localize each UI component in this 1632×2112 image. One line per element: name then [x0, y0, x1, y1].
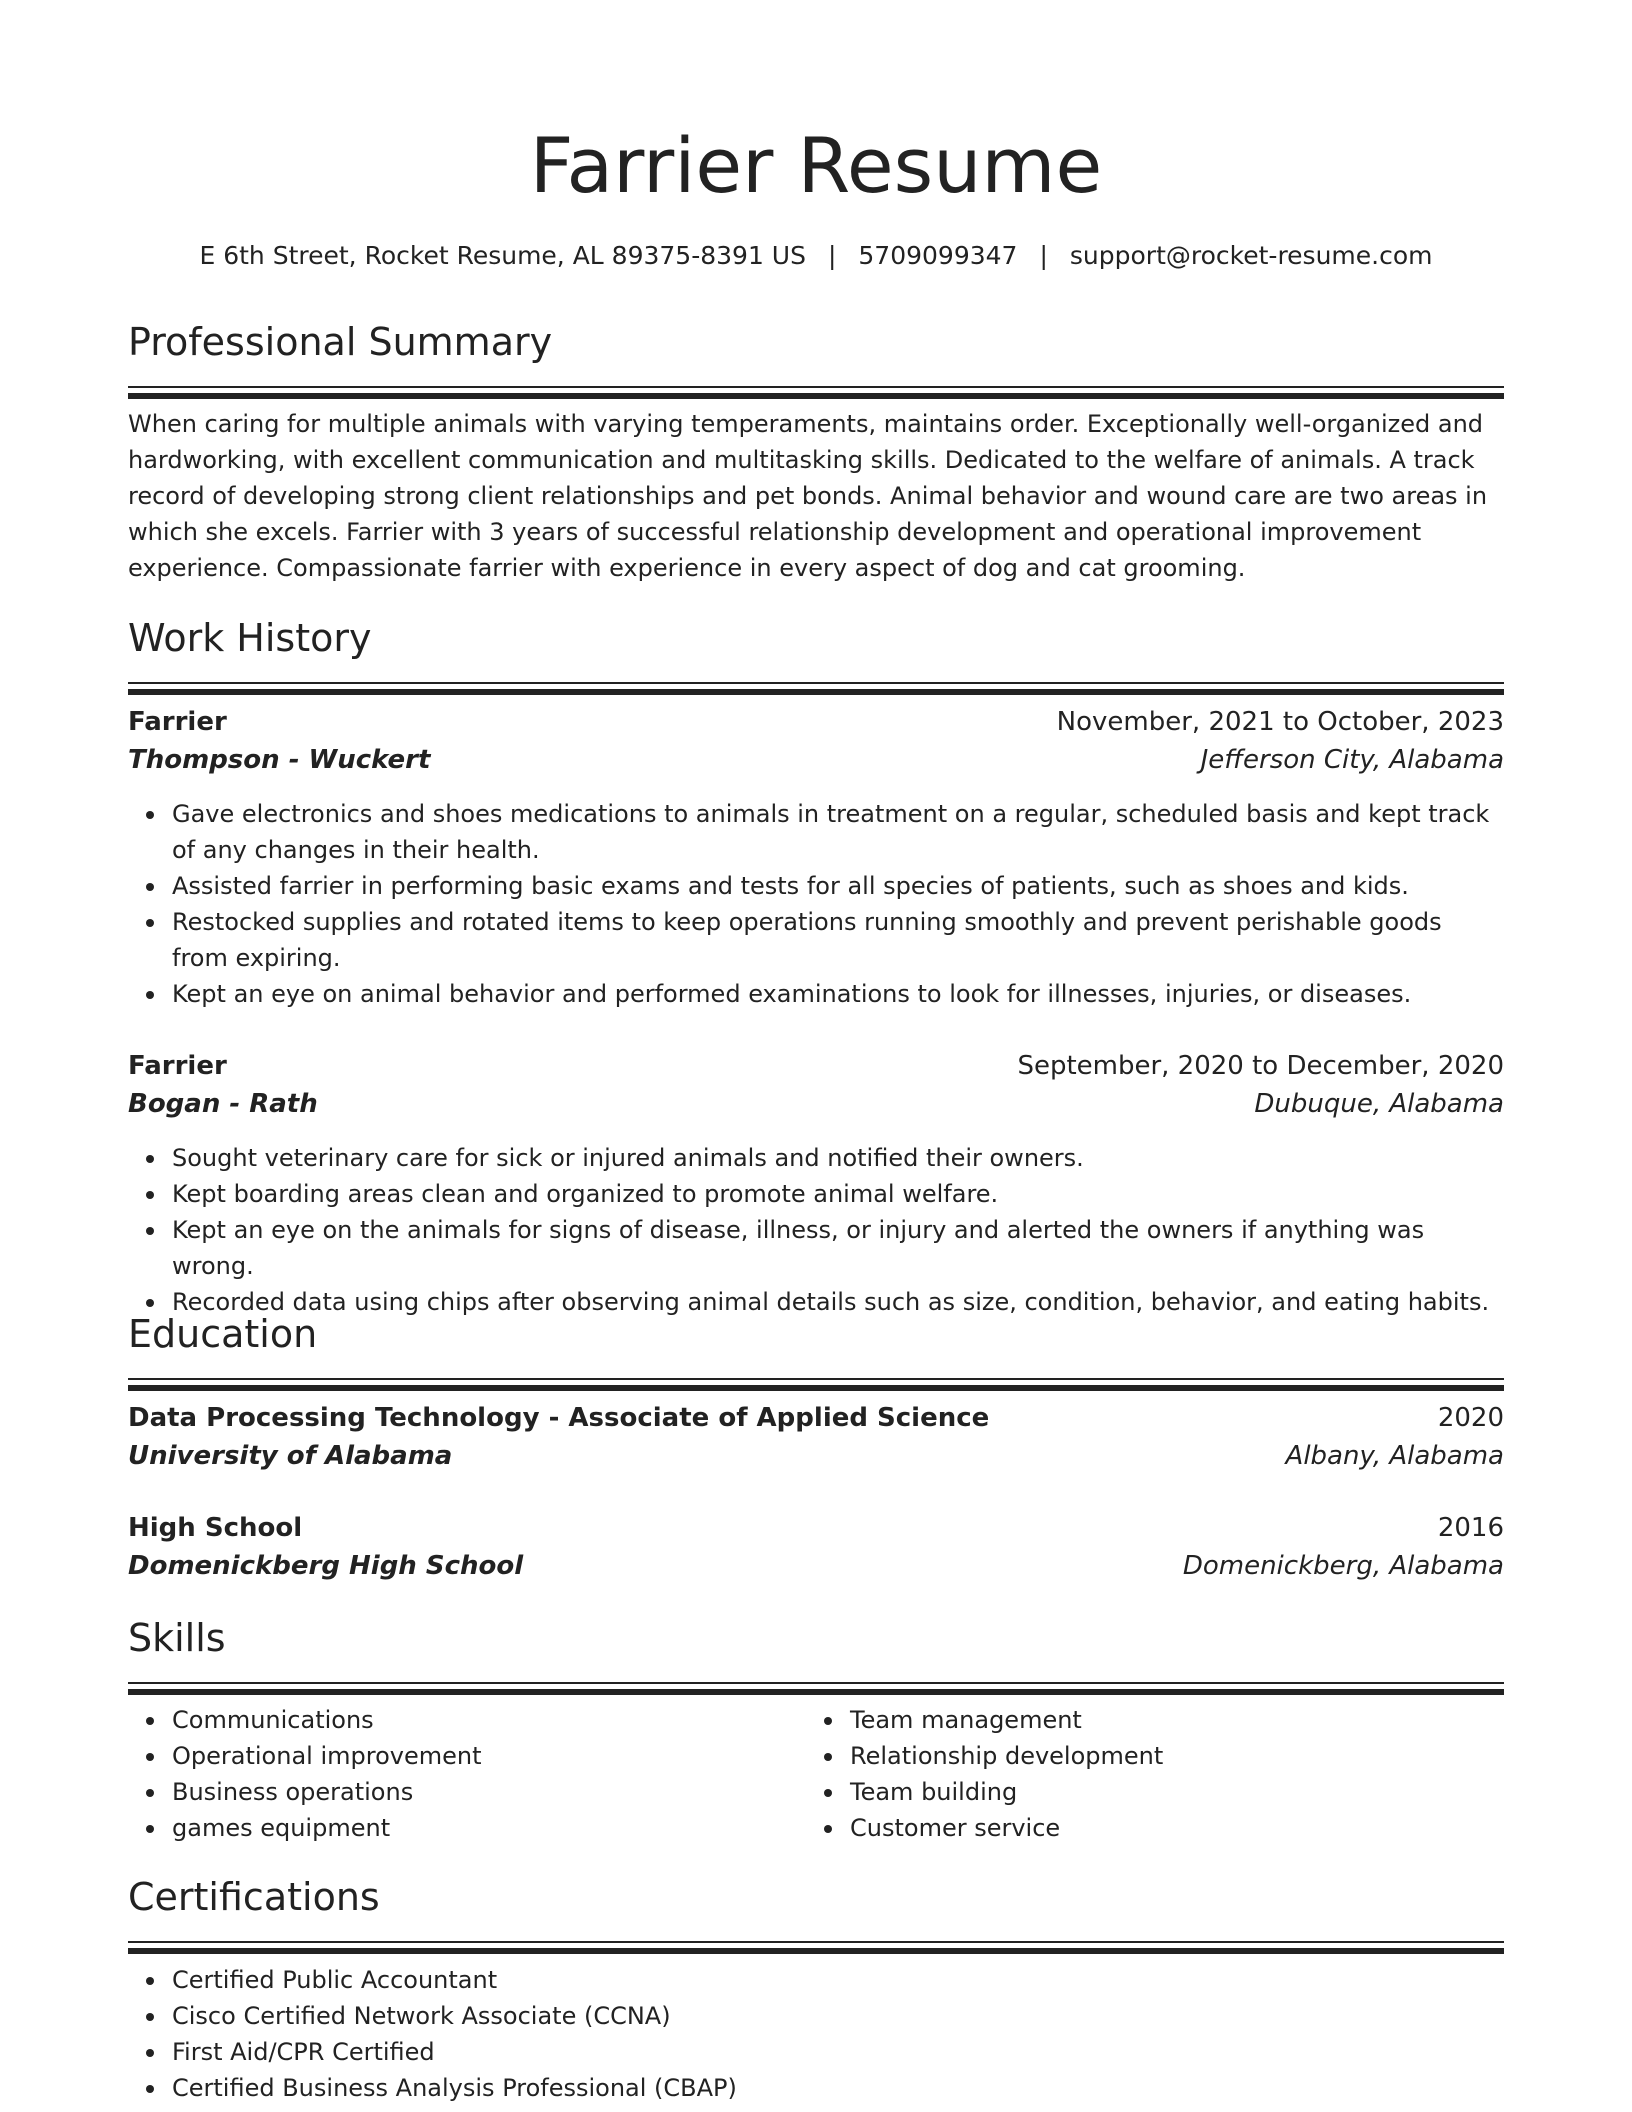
- page-title: Farrier Resume: [529, 121, 1103, 210]
- job-entry: [128, 703, 1504, 779]
- heading-rule: [128, 1378, 1504, 1380]
- education-location: Albany, Alabama: [1285, 1441, 1504, 1471]
- heading-rule: [128, 1682, 1504, 1684]
- contact-address: E 6th Street, Rocket Resume, AL 89375-8391 US: [199, 241, 806, 270]
- summary-section: [128, 316, 1504, 399]
- skill-item: Communications: [172, 1702, 804, 1738]
- skills-heading: Skills: [128, 1616, 226, 1660]
- work-heading: Work History: [128, 616, 372, 660]
- contact-separator: |: [827, 241, 837, 270]
- list-item: Kept an eye on animal behavior and performed examinations to look for illnesses, injuries, or diseases.: [172, 976, 1504, 1012]
- summary-heading: Professional Summary: [128, 320, 553, 364]
- contact-line: [128, 238, 1504, 274]
- education-header: [128, 1509, 1504, 1547]
- education-school: Domenickberg High School: [128, 1551, 524, 1581]
- job-company: Bogan - Rath: [128, 1089, 318, 1119]
- skills-list-left: [128, 1702, 804, 1846]
- job-title: Farrier: [128, 707, 227, 737]
- job-header: [128, 703, 1504, 741]
- list-item: Kept an eye on the animals for signs of disease, illness, or injury and alerted the owners if anything was wrong.: [172, 1212, 1504, 1284]
- job-location: Dubuque, Alabama: [1254, 1089, 1504, 1119]
- skill-item: Relationship development: [850, 1738, 1504, 1774]
- list-item: Recorded data using chips after observing animal details such as size, condition, behavior, and eating habits.: [172, 1284, 1504, 1320]
- education-subheader: [128, 1547, 1504, 1585]
- education-heading: Education: [128, 1312, 318, 1356]
- certifications-section: [128, 1871, 1504, 1954]
- contact-phone: 5709099347: [858, 241, 1018, 270]
- certification-item: Cisco Certified Network Associate (CCNA): [172, 1998, 1504, 2034]
- heading-rule-thick: [128, 689, 1504, 695]
- skill-item: Customer service: [850, 1810, 1504, 1846]
- job-header: [128, 1047, 1504, 1085]
- education-header: [128, 1399, 1504, 1437]
- skill-item: games equipment: [172, 1810, 804, 1846]
- education-section: [128, 1308, 1504, 1391]
- job-subheader: [128, 741, 1504, 779]
- job-company: Thompson - Wuckert: [128, 745, 431, 775]
- heading-rule-thick: [128, 1385, 1504, 1391]
- education-degree: High School: [128, 1513, 303, 1543]
- certifications-heading: Certifications: [128, 1875, 380, 1919]
- certification-item: First Aid/CPR Certified: [172, 2034, 1504, 2070]
- heading-rule: [128, 682, 1504, 684]
- education-entry: [128, 1399, 1504, 1475]
- contact-separator: |: [1039, 241, 1048, 270]
- list-item: Sought veterinary care for sick or injured animals and notified their owners.: [172, 1140, 1504, 1176]
- contact-email[interactable]: support@rocket-resume.com: [1069, 241, 1433, 270]
- job-entry: [128, 1047, 1504, 1123]
- education-year: 2016: [1437, 1513, 1504, 1543]
- skills-list-right: [806, 1702, 1504, 1846]
- list-item: Restocked supplies and rotated items to keep operations running smoothly and prevent perishable goods from expiring.: [172, 904, 1504, 976]
- list-item: Kept boarding areas clean and organized to promote animal welfare.: [172, 1176, 1504, 1212]
- heading-rule-thick: [128, 1689, 1504, 1695]
- skill-item: Operational improvement: [172, 1738, 804, 1774]
- job-dates: September, 2020 to December, 2020: [1017, 1051, 1504, 1081]
- certification-item: Certified Business Analysis Professional (CBAP): [172, 2070, 1504, 2106]
- skill-item: Business operations: [172, 1774, 804, 1810]
- summary-text: When caring for multiple animals with varying temperaments, maintains order. Exceptionally well-organized and hardworking, with excellent communication and multitasking skills. Dedicated to the welfare of animals. A track record of developing strong client relationships and pet bonds. Animal behavior and wound care are two areas in which she excels. Farrier with 3 years of successful relationship development and operational improvement experience. Compassionate farrier with experience in every aspect of dog and cat grooming.: [128, 410, 1488, 582]
- skills-section: [128, 1612, 1504, 1695]
- job-location: Jefferson City, Alabama: [1200, 745, 1504, 775]
- education-subheader: [128, 1437, 1504, 1475]
- education-year: 2020: [1437, 1403, 1504, 1433]
- resume-page: [128, 0, 1504, 2112]
- job-subheader: [128, 1085, 1504, 1123]
- heading-rule: [128, 386, 1504, 388]
- job-title: Farrier: [128, 1051, 227, 1081]
- skill-item: Team management: [850, 1702, 1504, 1738]
- job-bullets: [128, 796, 1504, 1012]
- certification-item: Certified Public Accountant: [172, 1962, 1504, 1998]
- education-location: Domenickberg, Alabama: [1182, 1551, 1504, 1581]
- list-item: Gave electronics and shoes medications to animals in treatment on a regular, scheduled basis and kept track of any changes in their health.: [172, 796, 1504, 868]
- heading-rule-thick: [128, 1948, 1504, 1954]
- education-degree: Data Processing Technology - Associate of Applied Science: [128, 1403, 990, 1433]
- education-entry: [128, 1509, 1504, 1585]
- job-bullets: [128, 1140, 1504, 1320]
- education-school: University of Alabama: [128, 1441, 453, 1471]
- skill-item: Team building: [850, 1774, 1504, 1810]
- certifications-list: [128, 1962, 1504, 2106]
- heading-rule: [128, 1941, 1504, 1943]
- job-dates: November, 2021 to October, 2023: [1056, 707, 1504, 737]
- heading-rule-thick: [128, 393, 1504, 399]
- list-item: Assisted farrier in performing basic exams and tests for all species of patients, such as shoes and kids.: [172, 868, 1504, 904]
- work-section: [128, 612, 1504, 695]
